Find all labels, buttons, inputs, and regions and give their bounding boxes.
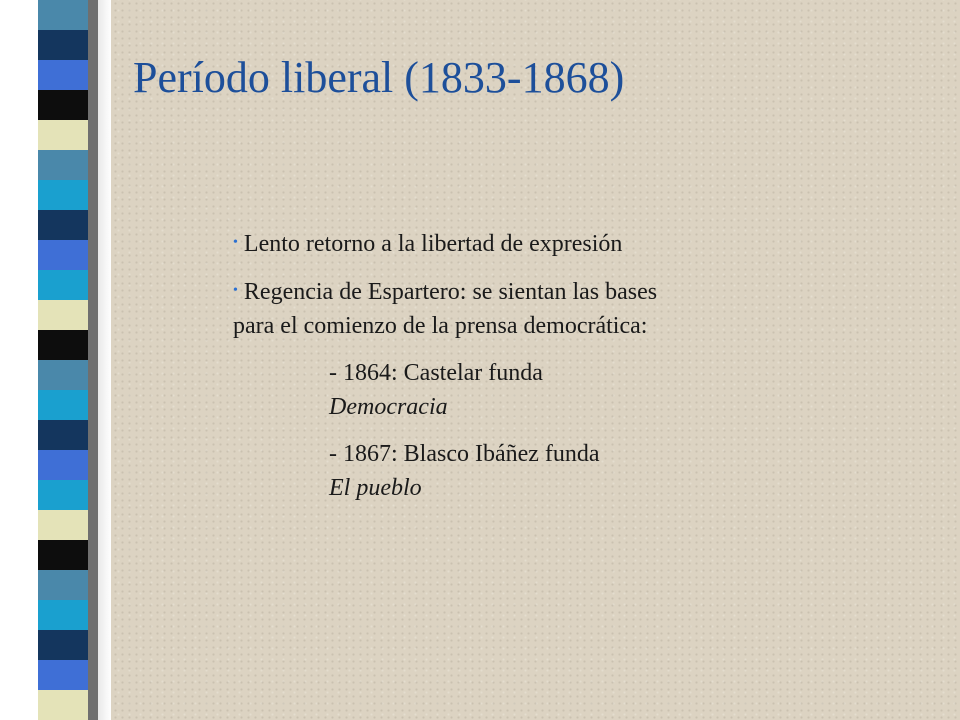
- decorative-stripe: [38, 300, 88, 330]
- decorative-stripe: [38, 180, 88, 210]
- decorative-stripe: [38, 270, 88, 300]
- decorative-stripe: [38, 540, 88, 570]
- bullet-dot-icon: •: [233, 283, 238, 298]
- decorative-stripe: [38, 450, 88, 480]
- decorative-stripe: [38, 90, 88, 120]
- stripe-column: [38, 0, 88, 720]
- sub-item: [329, 356, 693, 424]
- bullet-text: Lento retorno a la libertad de expresión: [243, 231, 623, 257]
- decorative-stripe: [38, 600, 88, 630]
- decorative-stripe: [38, 630, 88, 660]
- slide-body: [233, 226, 693, 518]
- decorative-stripe: [38, 330, 88, 360]
- decorative-stripe: [38, 360, 88, 390]
- side-bar-highlight: [98, 0, 111, 720]
- decorative-stripe: [38, 480, 88, 510]
- decorative-stripe: [38, 390, 88, 420]
- decorative-stripe: [38, 660, 88, 690]
- decorative-stripe: [38, 0, 88, 30]
- decorative-stripe: [38, 150, 88, 180]
- decorative-stripe: [38, 120, 88, 150]
- decorative-stripe: [38, 240, 88, 270]
- decorative-stripe: [38, 210, 88, 240]
- publication-title: Democracia: [329, 394, 448, 420]
- decorative-stripe: [38, 60, 88, 90]
- sub-item: [329, 437, 693, 505]
- side-bar-shadow: [88, 0, 98, 720]
- bullet-item: [233, 274, 693, 343]
- bullet-item: [233, 226, 693, 261]
- decorative-stripe: [38, 420, 88, 450]
- decorative-stripe: [38, 30, 88, 60]
- bullet-dot-icon: •: [233, 235, 238, 250]
- sub-item-text: - 1864: Castelar funda: [329, 360, 543, 386]
- decorative-side-bar: [0, 0, 111, 720]
- sub-item-text: - 1867: Blasco Ibáñez funda: [329, 441, 600, 467]
- bullet-text: Regencia de Espartero: se sientan las bases para el comienzo de la prensa democrática:: [233, 279, 658, 339]
- decorative-stripe: [38, 570, 88, 600]
- decorative-stripe: [38, 510, 88, 540]
- decorative-stripe: [38, 690, 88, 720]
- slide-title: Período liberal (1833-1868): [133, 53, 625, 102]
- publication-title: El pueblo: [329, 475, 422, 501]
